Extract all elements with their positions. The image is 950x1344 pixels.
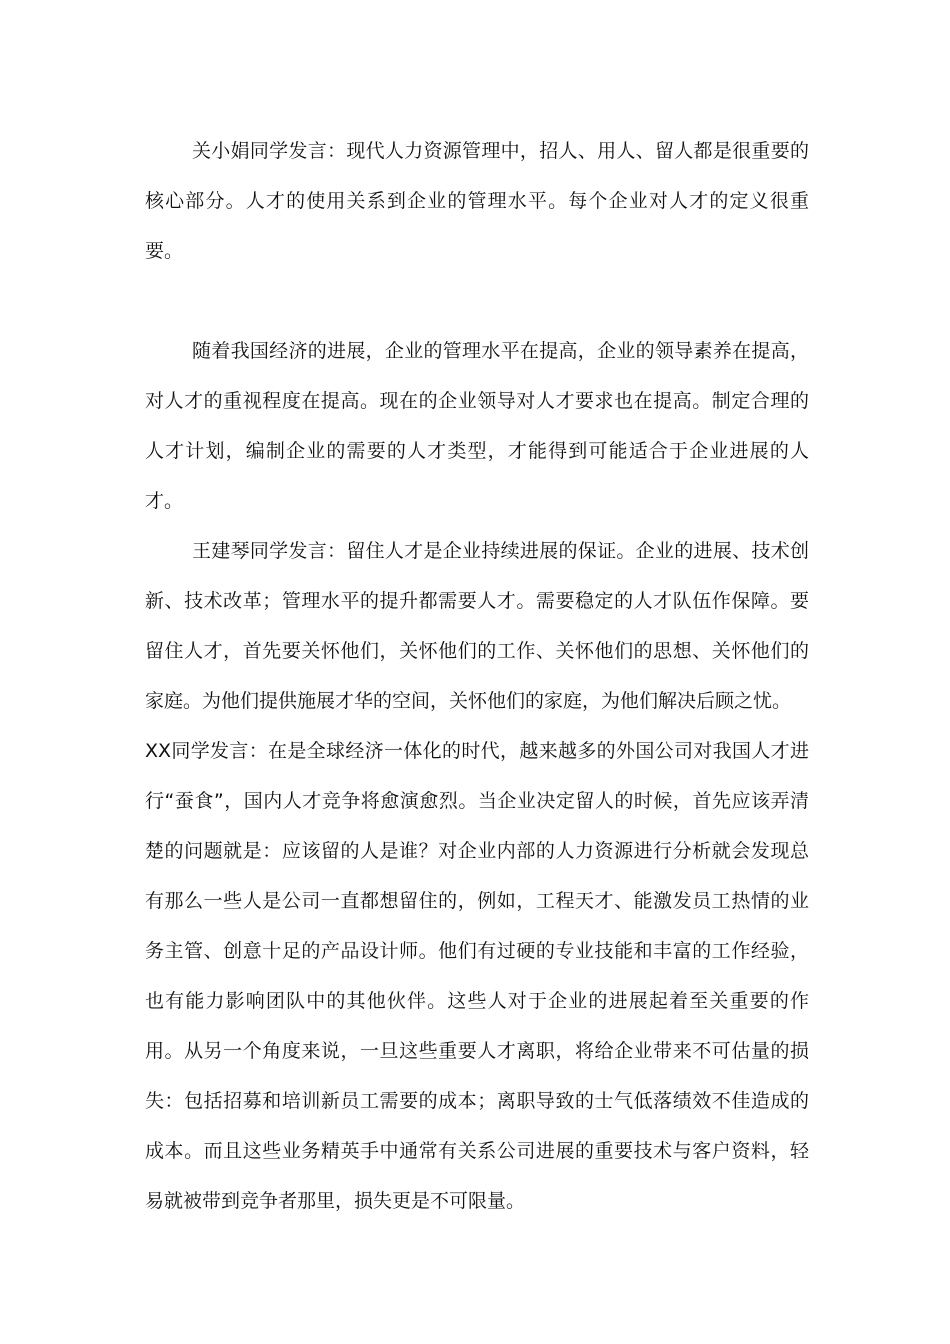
paragraph-guan-xiaojuan: 关小娟同学发言：现代人力资源管理中，招人、用人、留人都是很重要的核心部分。人才的使用关系到企业的管理水平。每个企业对人才的定义很重要。: [145, 140, 809, 262]
paragraph-wang-jianqin: 王建琴同学发言：留住人才是企业持续进展的保证。企业的进展、技术创新、技术改革；管理水平的提升都需要人才。需要稳定的人才队伍作保障。要留住人才，首先要关怀他们，关怀他们的工作、关怀他们的思想、关怀他们的家庭。为他们提供施展才华的空间，关怀他们的家庭，为他们解决后顾之忧。: [145, 540, 809, 712]
paragraph-xx-student: XX同学发言：在是全球经济一体化的时代，越来越多的外国公司对我国人才进行“蚕食”，国内人才竞争将愈演愈烈。当企业决定留人的时候，首先应该弄清楚的问题就是：应该留的人是谁？对企业内部的人力资源进行分析就会发现总有那么一些人是公司一直都想留住的，例如，工程天才、能激发员工热情的业务主管、创意十足的产品设计师。他们有过硬的专业技能和丰富的工作经验，也有能力影响团队中的其他伙伴。这些人对于企业的进展起着至关重要的作用。从另一个角度来说，一旦这些重要人才离职，将给企业带来不可估量的损失：包括招募和培训新员工需要的成本；离职导致的士气低落绩效不佳造成的成本。而且这些业务精英手中通常有关系公司进展的重要技术与客户资料，轻易就被带到竞争者那里，损失更是不可限量。: [145, 740, 809, 1212]
document-body: [145, 126, 809, 1226]
paragraph-spacer: [145, 276, 809, 326]
paragraph-economic-development: 随着我国经济的进展，企业的管理水平在提高，企业的领导素养在提高，对人才的重视程度在提高。现在的企业领导对人才要求也在提高。制定合理的人才计划，编制企业的需要的人才类型，才能得到可能适合于企业进展的人才。: [145, 340, 809, 512]
